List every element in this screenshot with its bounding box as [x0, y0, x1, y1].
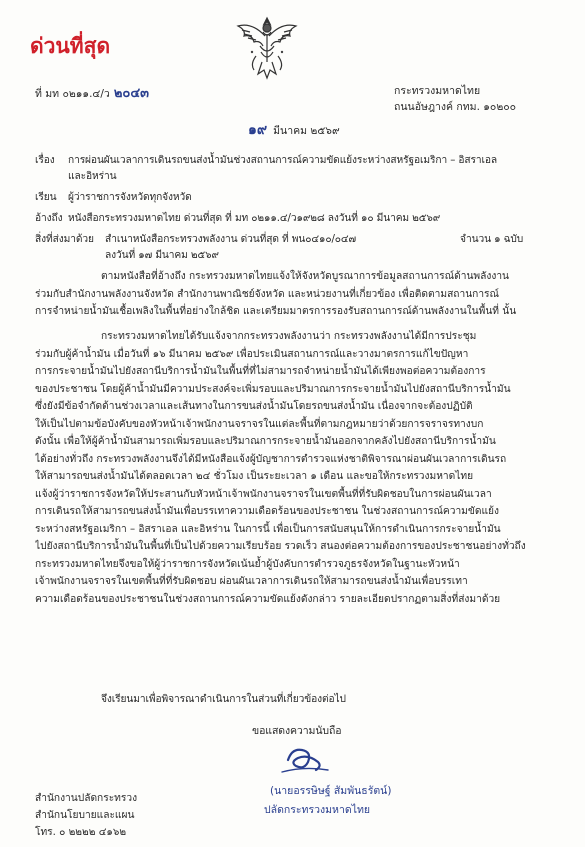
paragraph-line: ซึ่งยังมีข้อจำกัดด้านช่วงเวลาและเส้นทางในการขนส่งน้ำมันโดยรถขนส่งน้ำมัน เนื่องจากจะต้องปฏิบัติ: [35, 401, 473, 412]
enclosure-label: สิ่งที่ส่งมาด้วย: [35, 234, 94, 245]
footer-office: สำนักงานปลัดกระทรวง: [35, 793, 138, 804]
to-line: [35, 189, 192, 205]
paragraph-line: การเดินรถให้สามารถขนส่งน้ำมันเพื่อบรรเทาความเดือดร้อนของประชาชน ในช่วงสถานการณ์ความขัดแย้ง: [35, 506, 499, 517]
document-number: [35, 82, 149, 103]
paragraph-line: ความเดือดร้อนของประชาชนในช่วงสถานการณ์ความขัดแย้งดังกล่าว รายละเอียดปรากฏตามสิ่งที่ส่งมาด้วย: [35, 593, 501, 605]
closing-line: จึงเรียนมาเพื่อพิจารณาดำเนินการในส่วนที่เกี่ยวข้องต่อไป: [101, 694, 346, 705]
paragraph-line: ดังนั้น เพื่อให้ผู้ค้าน้ำมันสามารถเพิ่มรอบและปริมาณการกระจายน้ำมันออกจากคลังไปยังสถานีบริการน้ำมัน: [35, 436, 496, 447]
date-rest: มีนาคม ๒๕๖๙: [273, 125, 340, 137]
reference-label: อ้างถึง: [35, 213, 63, 224]
sender-address: ถนนอัษฎางค์ กทม. ๑๐๒๐๐: [394, 101, 517, 113]
subject-line-2: และอิหร่าน: [68, 171, 117, 182]
to-text: ผู้ว่าราชการจังหวัดทุกจังหวัด: [68, 192, 192, 203]
date-day-handwritten: ๑๙: [248, 122, 268, 138]
reference-text: หนังสือกระทรวงมหาดไทย ด่วนที่สุด ที่ มท ๐๒๑๑.๔/ว๑๙๒๘ ลงวันที่ ๑๐ มีนาคม ๒๕๖๙: [68, 213, 441, 224]
signature-icon: [274, 742, 334, 776]
paragraph-line: ให้สามารถขนส่งน้ำมันได้ตลอดเวลา ๒๔ ชั่วโมง เป็นระยะเวลา ๑ เดือน และขอให้กระทรวงมหาดไทย: [35, 471, 474, 482]
paragraph-line: ให้เป็นไปตามข้อบังคับของหัวหน้าเจ้าพนักงานจราจรในแต่ละพื้นที่ตามกฎหมายว่าด้วยการจราจรทางบก: [35, 418, 484, 430]
enclosure-date: ลงวันที่ ๑๗ มีนาคม ๒๕๖๙: [105, 250, 219, 261]
paragraph-line: การกระจายน้ำมันไปยังสถานีบริการน้ำมันในพื้นที่ที่ไม่สามารถจำหน่ายน้ำมันได้เพียงพอต่อความต้องการ: [35, 366, 486, 377]
signer-title: ปลัดกระทรวงมหาดไทย: [264, 804, 371, 816]
enclosure-text: สำเนาหนังสือกระทรวงพลังงาน ด่วนที่สุด ที่ พน๐๔๑๐/๐๔๗: [105, 234, 357, 245]
paragraph-line: ตามหนังสือที่อ้างถึง กระทรวงมหาดไทยแจ้งให้จังหวัดบูรณาการข้อมูลสถานการณ์ด้านพลังงาน: [101, 271, 510, 282]
paragraph-line: ของประชาชน โดยผู้ค้าน้ำมันมีความประสงค์จะเพิ่มรอบและปริมาณการกระจายน้ำมันไปยังสถานีบริการน้ำมัน: [35, 383, 511, 395]
paragraph-line: เจ้าพนักงานจราจรในเขตพื้นที่ที่รับผิดชอบ ผ่อนผันเวลาการเดินรถให้สามารถขนส่งน้ำมันเพื่อบรรเทา: [35, 576, 468, 587]
enclosure-count: จำนวน ๑ ฉบับ: [460, 234, 524, 245]
paragraph-line: ไปยังสถานีบริการน้ำมันในพื้นที่เป็นไปด้วยความเรียบร้อย รวดเร็ว สนองต่อความต้องการของประชาชนอย่างทั่วถึง: [35, 541, 526, 552]
sender-org: กระทรวงมหาดไทย: [394, 85, 481, 97]
reference-line: [35, 210, 440, 226]
signer-name: (นายอรรษิษฐ์ สัมพันธรัตน์): [270, 785, 392, 797]
regards-text: ขอแสดงความนับถือ: [252, 725, 342, 737]
subject-text: การผ่อนผันเวลาการเดินรถขนส่งน้ำมันช่วงสถานการณ์ความขัดแย้งระหว่างสหรัฐอเมริกา – อิสราเอล: [68, 155, 498, 166]
paragraph-2: [35, 328, 551, 608]
garuda-emblem-icon: [232, 12, 302, 84]
paragraph-line: กระทรวงมหาดไทยจึงขอให้ผู้ว่าราชการจังหวัดเน้นย้ำผู้บังคับการตำรวจภูธรจังหวัดในฐานะหัวหน้า: [35, 558, 460, 570]
paragraph-line: การจำหน่ายน้ำมันเชื้อเพลิงในพื้นที่อย่างใกล้ชิด และเตรียมมาตรการรองรับสถานการณ์ด้านพลังงานในพื้นที่ นั้น: [35, 306, 517, 317]
footer-phone: โทร. ๐ ๒๒๒๒ ๔๑๖๒: [35, 827, 127, 838]
paragraph-line: ร่วมกับผู้ค้าน้ำมัน เมื่อวันที่ ๑๖ มีนาคม ๒๕๖๙ เพื่อประเมินสถานการณ์และวางมาตรการแก้ไขปัญหา: [35, 348, 469, 360]
paragraph-line: ระหว่างสหรัฐอเมริกา – อิสราเอล และอิหร่าน ในการนี้ เพื่อเป็นการสนับสนุนให้การดำเนินการกระจายน้ำมัน: [35, 523, 501, 535]
paragraph-line: ได้อย่างทั่วถึง กระทรวงพลังงานจึงได้มีหนังสือแจ้งผู้บัญชาการตำรวจแห่งชาติพิจารณาผ่อนผันเวลาการเดินรถ: [35, 453, 507, 465]
paragraph-line: ร่วมกับสำนักงานพลังงานจังหวัด สำนักงานพาณิชย์จังหวัด และหน่วยงานที่เกี่ยวข้อง เพื่อติดตามสถานการณ์: [35, 288, 499, 300]
ref-number-handwritten: ๒๐๔๓: [113, 86, 150, 101]
footer-division: สำนักนโยบายและแผน: [35, 810, 135, 821]
subject-line: [35, 152, 497, 168]
document-date: [248, 119, 340, 141]
urgent-label: ด่วนที่สุด: [30, 34, 111, 58]
paragraph-line: แจ้งผู้ว่าราชการจังหวัดให้ประสานกับหัวหน้าเจ้าพนักงานจราจรในเขตพื้นที่ที่รับผิดชอบในการผ่อนผันเวลา: [35, 488, 492, 500]
to-label: เรียน: [35, 192, 57, 203]
subject-label: เรื่อง: [35, 155, 55, 166]
enclosure-line: [35, 231, 356, 247]
ref-prefix: ที่ มท ๐๒๑๑.๔/ว: [35, 88, 110, 100]
paragraph-1: [35, 268, 551, 321]
paragraph-line: กระทรวงมหาดไทยได้รับแจ้งจากกระทรวงพลังงานว่า กระทรวงพลังงานได้มีการประชุม: [101, 331, 477, 342]
